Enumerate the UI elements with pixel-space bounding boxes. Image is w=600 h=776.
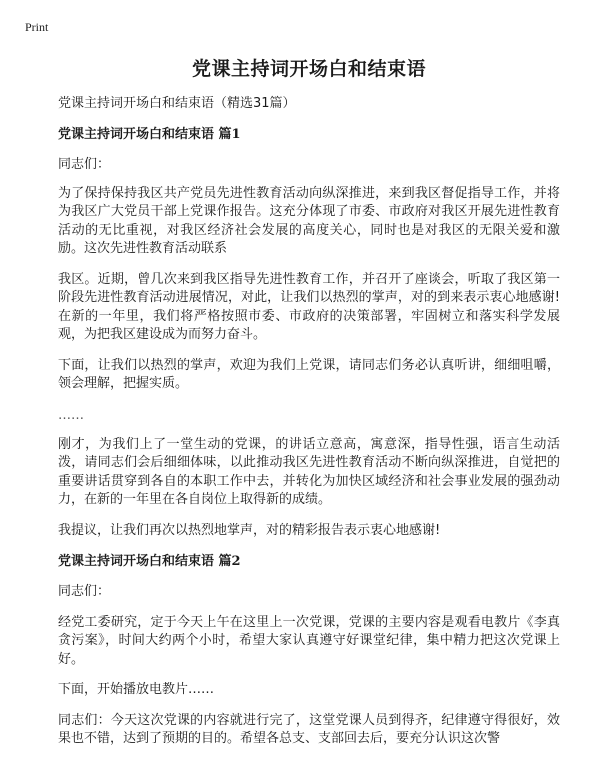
paragraph: 刚才，为我们上了一堂生动的党课，的讲话立意高，寓意深，指导性强，语言生动活泼，请同志们会后细细体味，以此推动我区先进性教育活动不断向纵深推进，自觉把的重要讲话贯穿到各自的本职工作中去，并转化为加快区域经济和社会事业发展的强劲动力，在新的一年里在各自岗位上取得新的成绩。: [58, 436, 560, 507]
paragraph: 同志们：: [58, 157, 111, 172]
paragraph: 下面，让我们以热烈的掌声，欢迎为我们上党课，请同志们务必认真听讲，细细咀嚼，领会理解，把握实质。: [58, 357, 560, 391]
paragraph: 同志们：今天这次党课的内容就进行完了，这堂党课人员到得齐，纪律遵守得很好，效果也不错，达到了预期的目的。希望各总支、支部回去后，要充分认识这次警: [58, 712, 560, 746]
document-title: 党课主持词开场白和结束语: [191, 58, 426, 80]
section-heading-1: 党课主持词开场白和结束语 篇1: [58, 127, 241, 142]
document-subtitle: 党课主持词开场白和结束语（精选31篇）: [58, 96, 296, 111]
paragraph: 我区。近期，曾几次来到我区指导先进性教育工作，并召开了座谈会，听取了我区第一阶段先进性教育活动进展情况，对此，让我们以热烈的掌声，对的到来表示衷心地感谢!在新的一年里，我们将严格按照市委、市政府的决策部署，牢固树立和落实科学发展观，为把我区建设成为而努力奋斗。: [58, 271, 560, 342]
paragraph: 经党工委研究，定于今天上午在这里上一次党课，党课的主要内容是观看电教片《李真贪污案》，时间大约两个小时，希望大家认真遵守好课堂纪律，集中精力把这次党课上好。: [58, 614, 560, 667]
paragraph: 下面，开始播放电教片……: [58, 682, 215, 697]
print-link[interactable]: Print: [25, 20, 49, 34]
paragraph: 我提议，让我们再次以热烈地掌声，对的精彩报告表示衷心地感谢!: [58, 522, 441, 538]
ellipsis-separator: ……: [58, 407, 84, 423]
section-heading-2: 党课主持词开场白和结束语 篇2: [58, 554, 241, 569]
paragraph: 同志们：: [58, 584, 111, 599]
paragraph: 为了保持保持我区共产党员先进性教育活动向纵深推进，来到我区督促指导工作，并将为我区广大党员干部上党课作报告。这充分体现了市委、市政府对我区开展先进性教育活动的无比重视，对我区经济社会发展的高度关心，同时也是对我区的无限关爱和激励。这次先进性教育活动联系: [58, 185, 560, 256]
